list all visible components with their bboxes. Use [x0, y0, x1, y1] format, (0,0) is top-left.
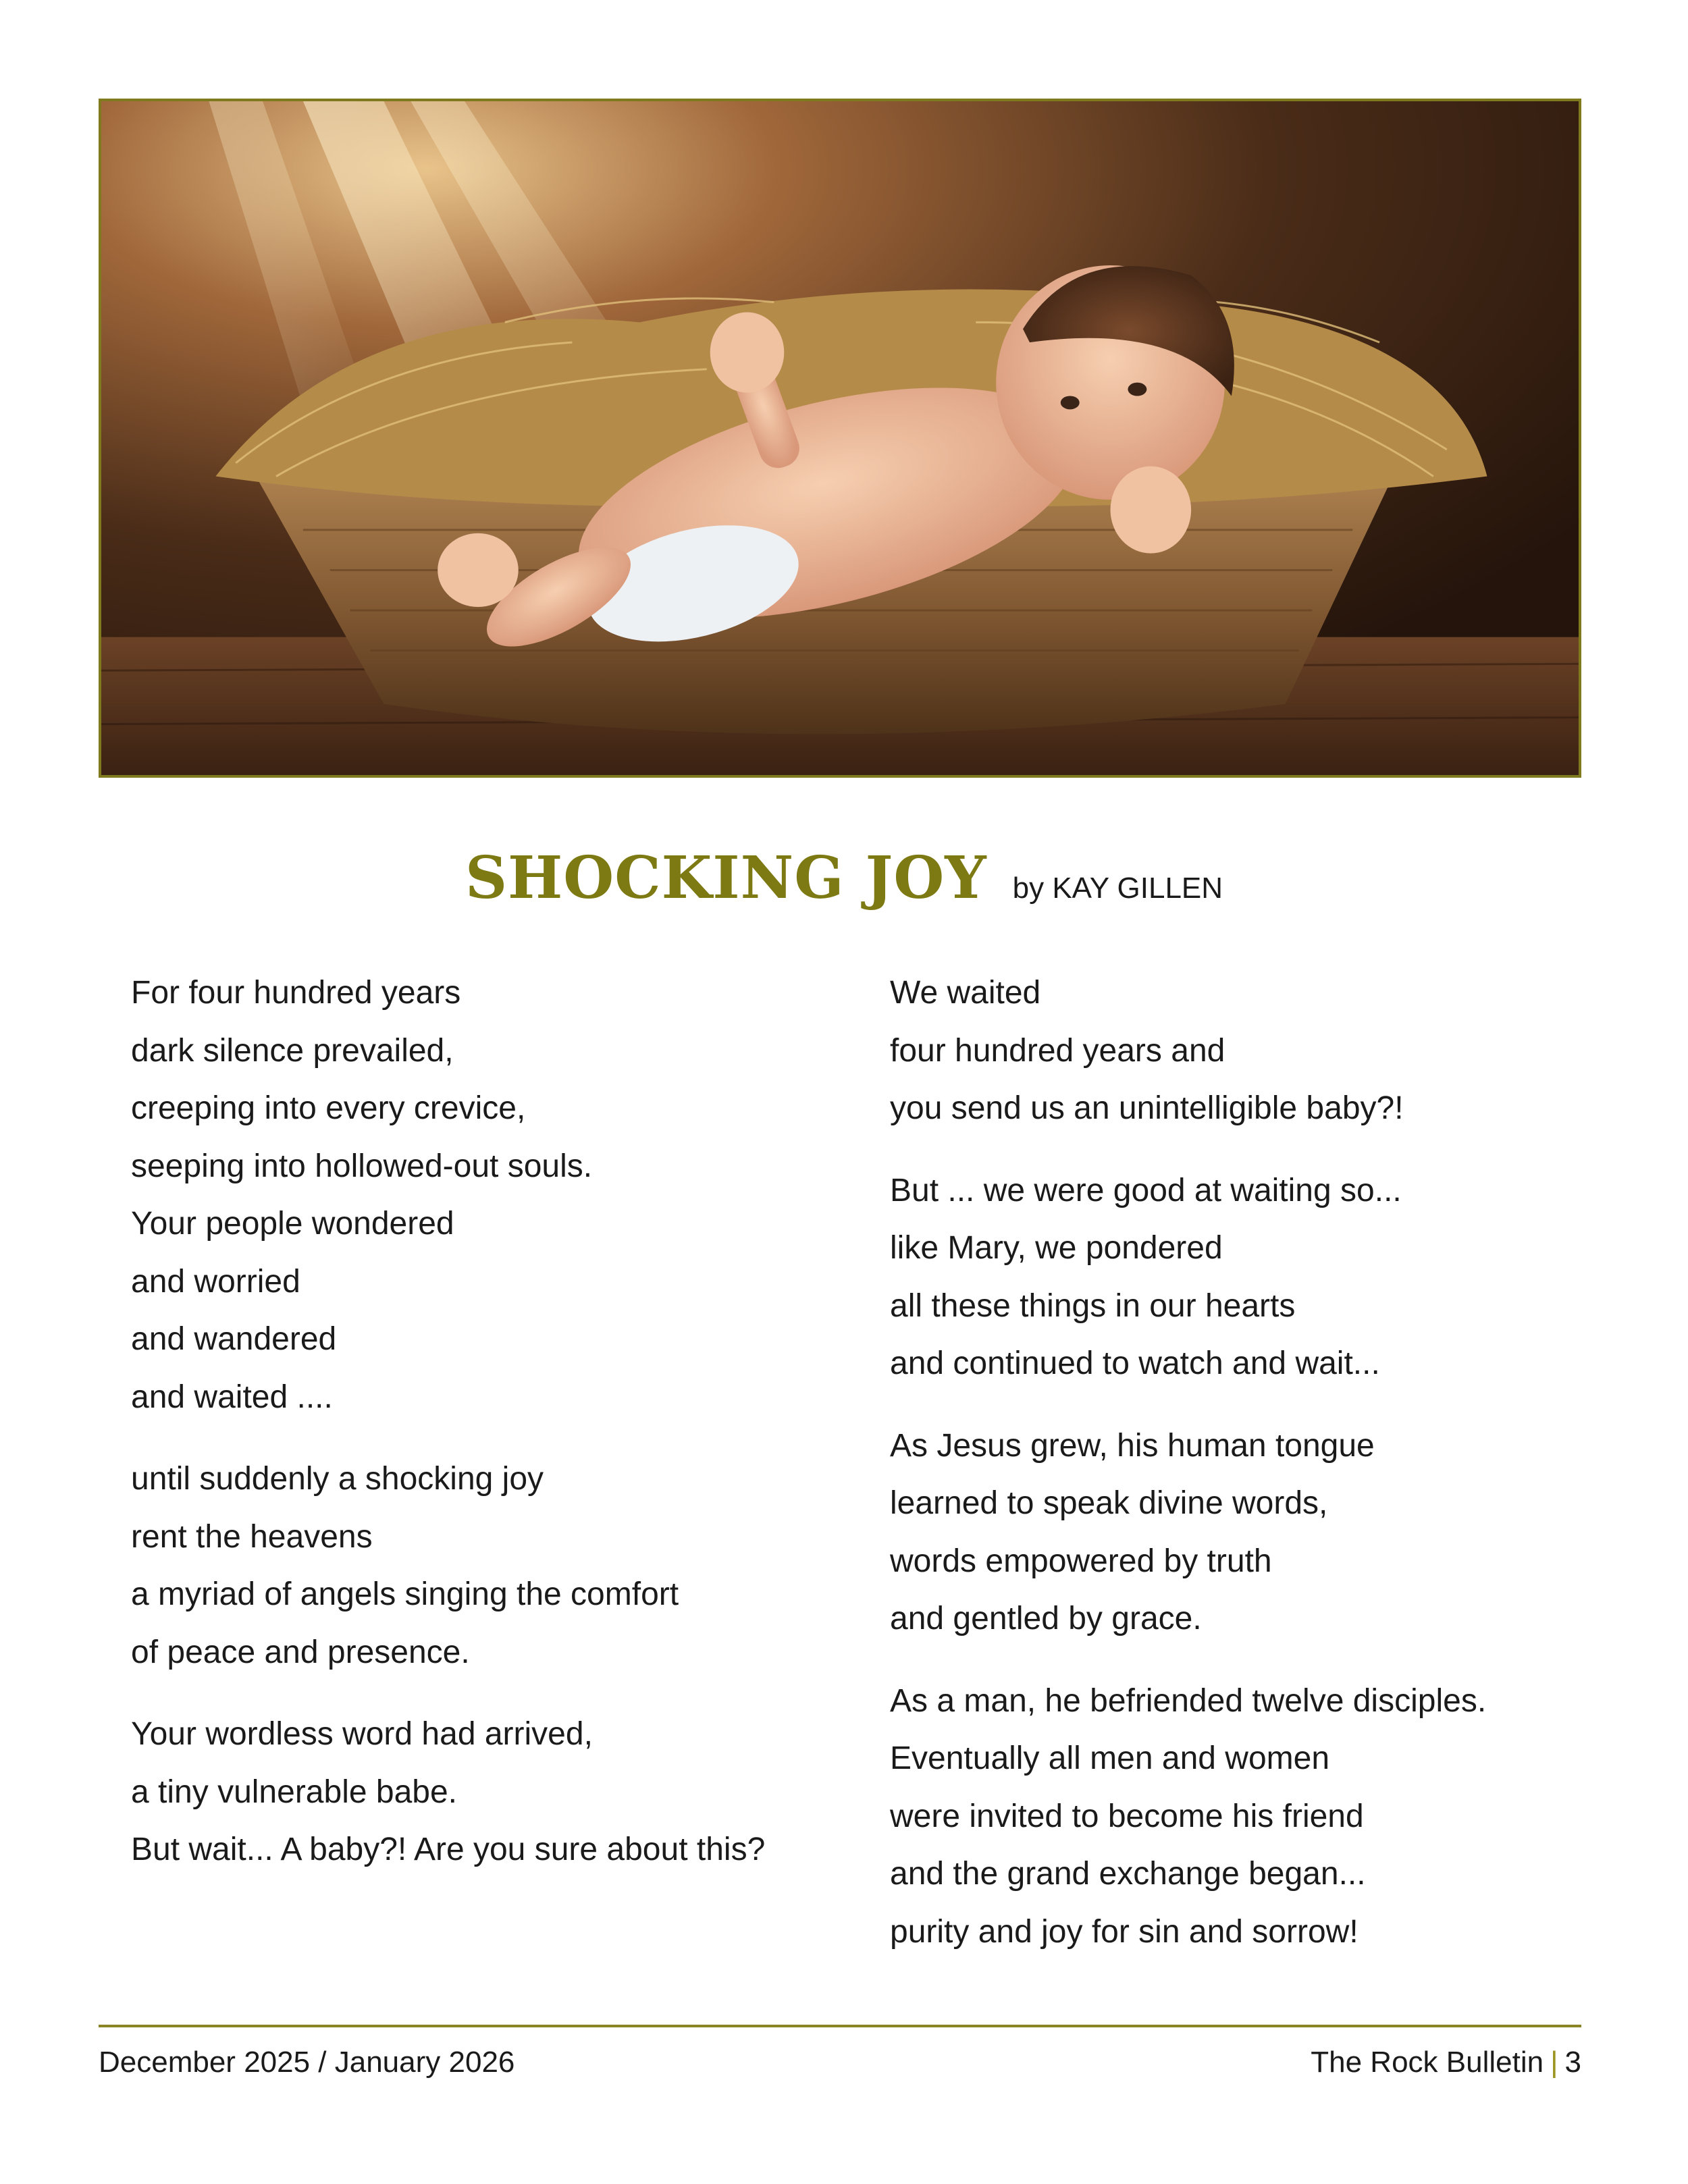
poem-line: purity and joy for sin and sorrow! [890, 1913, 1359, 1950]
poem-line: words empowered by truth [890, 1543, 1272, 1579]
poem-line: rent the heavens [131, 1518, 373, 1555]
poem-line: and continued to watch and wait... [890, 1346, 1380, 1381]
poem-line: and worried [131, 1263, 300, 1300]
poem-line: But wait... A baby?! Are you sure about this? [131, 1832, 766, 1867]
poem-stanza [890, 964, 1486, 1138]
poem-stanza [131, 1705, 765, 1879]
poem-line: and wandered [131, 1321, 337, 1357]
poem-line: seeping into hollowed-out souls. [131, 1148, 593, 1184]
article-title: SHOCKING JOY [465, 844, 987, 912]
poem-column-left [131, 964, 765, 1903]
poem-line: Your wordless word had arrived, [131, 1716, 593, 1752]
poem-line: dark silence prevailed, [131, 1032, 454, 1069]
poem-line: all these things in our hearts [890, 1287, 1296, 1324]
poem-line: But ... we were good at waiting so... [890, 1172, 1402, 1208]
poem-line: learned to speak divine words, [890, 1485, 1328, 1521]
poem-line: a myriad of angels singing the comfort [131, 1576, 679, 1612]
footer-divider [99, 2025, 1581, 2027]
publication-info [1311, 2046, 1581, 2079]
poem-stanza [890, 1417, 1486, 1648]
article-byline: by KAY GILLEN [1012, 872, 1223, 905]
poem-line: four hundred years and [890, 1032, 1225, 1069]
poem-line: creeping into every crevice, [131, 1090, 526, 1126]
issue-date: December 2025 / January 2026 [99, 2046, 515, 2079]
poem-line: We waited [890, 975, 1041, 1011]
poem-line: and gentled by grace. [890, 1601, 1202, 1636]
poem-line: As Jesus grew, his human tongue [890, 1427, 1375, 1464]
baby-basket-illustration [101, 101, 1579, 775]
publication-name: The Rock Bulletin [1311, 2046, 1544, 2079]
poem-column-right [890, 964, 1486, 1985]
footer-separator: | [1550, 2046, 1558, 2079]
poem-line: of peace and presence. [131, 1634, 470, 1670]
poem-line: until suddenly a shocking joy [131, 1461, 544, 1497]
poem-line: a tiny vulnerable babe. [131, 1774, 457, 1810]
poem-line: you send us an unintelligible baby?! [890, 1090, 1404, 1126]
poem-line: Eventually all men and women [890, 1740, 1330, 1776]
poem-line: For four hundred years [131, 975, 461, 1011]
poem-stanza [890, 1162, 1486, 1393]
poem-line: were invited to become his friend [890, 1798, 1364, 1834]
hero-photo [99, 99, 1581, 778]
poem-stanza [131, 1450, 765, 1681]
poem-line: and the grand exchange began... [890, 1856, 1366, 1892]
poem-line: like Mary, we pondered [890, 1230, 1223, 1266]
poem-line: and waited .... [131, 1379, 333, 1415]
poem-stanza [131, 964, 765, 1426]
page-number: 3 [1564, 2046, 1581, 2079]
poem-stanza [890, 1672, 1486, 1961]
poem-line: As a man, he befriended twelve disciples. [890, 1682, 1487, 1719]
article-header [0, 844, 1688, 912]
poem-line: Your people wondered [131, 1206, 454, 1242]
